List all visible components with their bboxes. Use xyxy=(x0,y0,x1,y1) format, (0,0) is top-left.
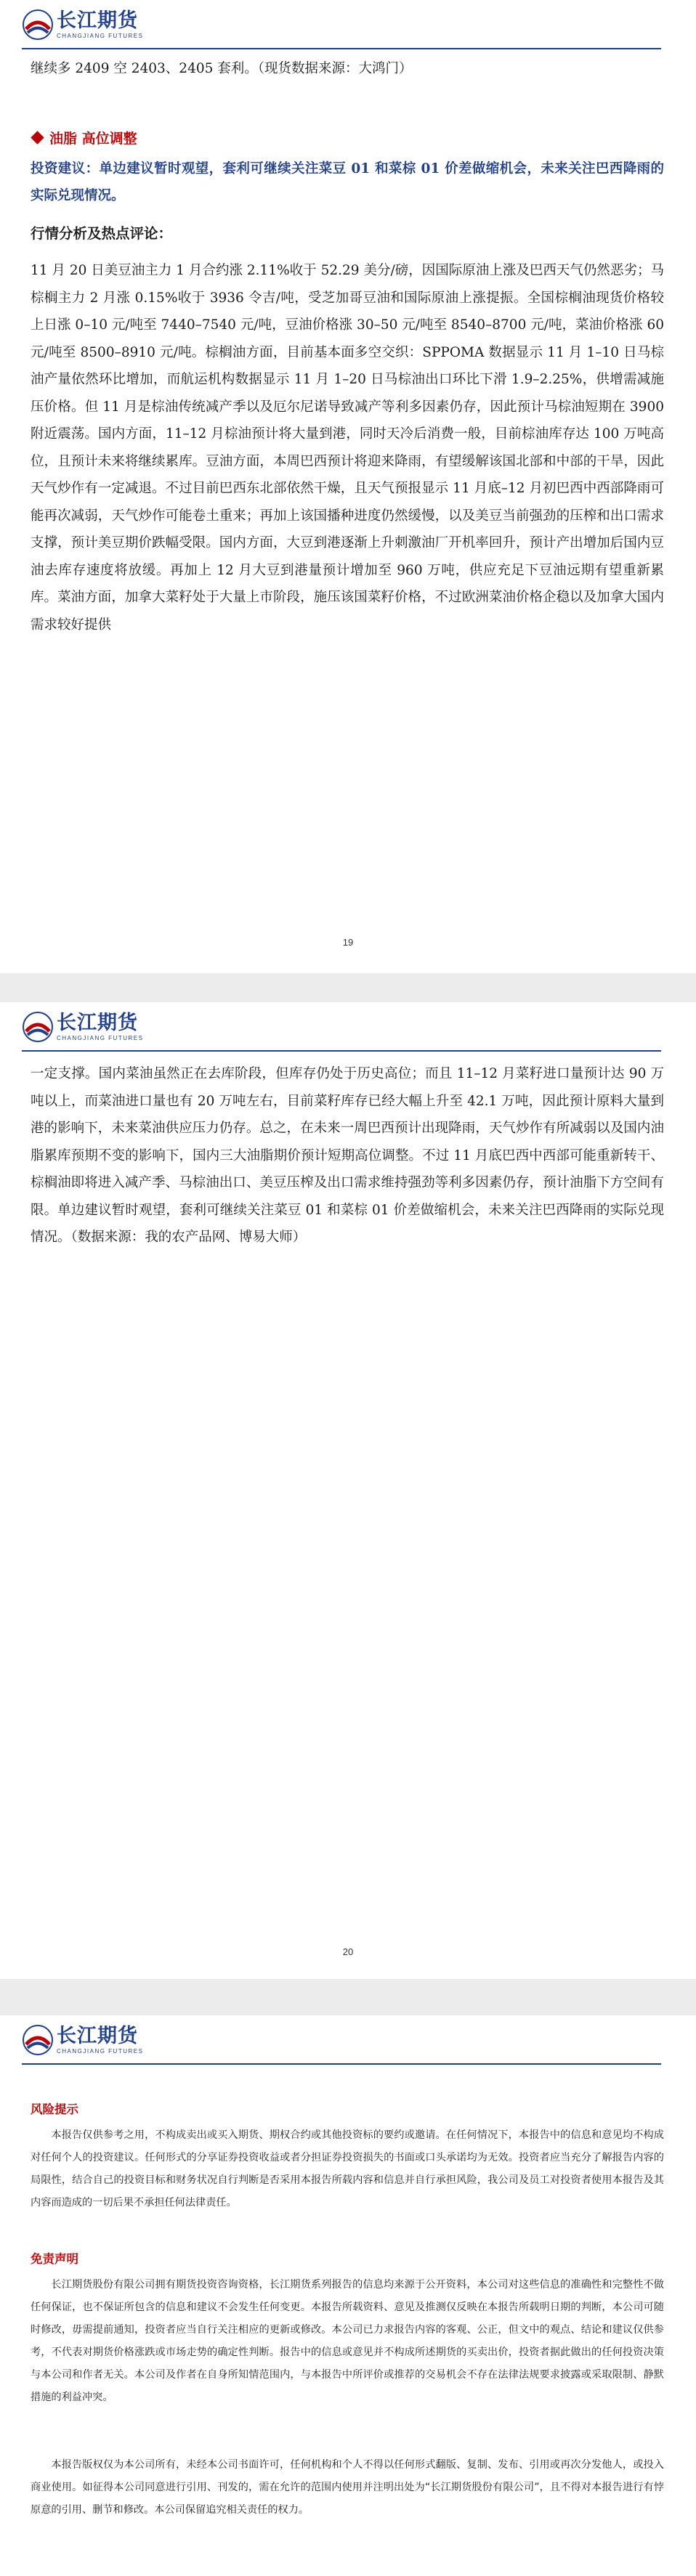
section-title: 油脂 高位调整 xyxy=(49,131,137,147)
company-logo xyxy=(22,2024,143,2056)
logo-name-en: CHANGJIANG FUTURES xyxy=(57,2048,144,2055)
report-page-19 xyxy=(0,0,696,973)
company-logo xyxy=(22,1011,143,1043)
logo-name-cn: 长江期货 xyxy=(57,9,138,32)
logo-emblem-icon xyxy=(22,2024,54,2056)
analysis-heading: 行情分析及热点评论： xyxy=(31,225,173,242)
logo-name-en: CHANGJIANG FUTURES xyxy=(57,1035,144,1041)
disclaimer-page xyxy=(0,2015,696,2576)
logo-name-cn: 长江期货 xyxy=(57,1012,138,1034)
disclaimer-paragraph-1: 长江期货股份有限公司拥有期货投资咨询资格，长江期货系列报告的信息均来源于公开资料，本公司对这些信息的准确性和完整性不做任何保证，也不保证所包含的信息和建议不会发生任何变更。本报告所载资料、意见及推测仅反映在本报告所载明日期的判断，本公司可随时修改，毋需提前通知，投资者应当自行关注相应的更新或修改。本公司已力求报告内容的客观、公正，但文中的观点、结论和建议仅供参考，不代表对期货价格涨跌或市场走势的确定性判断。报告中的信息或意见并不构成所述期货的买卖出价，投资者据此做出的任何投资决策与本公司和作者无关。本公司及作者在自身所知情范围内，与本报告中所评价或推荐的交易机会不存在法律法规要求披露或采取限制、静默措施的利益冲突。 xyxy=(31,2279,664,2403)
page-number: 20 xyxy=(342,1946,354,1957)
analysis-body-continued: 一定支撑。国内菜油虽然正在去库阶段，但库存仍处于历史高位；而且 11–12 月菜籽进口量预计达 90 万吨以上，而菜油进口量也有 20 万吨左右，目前菜籽库存已经大幅上升至 42.1 万吨，因此预计原料大量到港的影响下，未来菜油供应压力仍存。总之，在未来一周巴西预计出现降雨，天气炒作有所减弱以及国内油脂累库预期不变的影响下，国内三大油脂期价预计短期高位调整。不过 11 月底巴西中西部可能重新转干、棕榈油即将进入减产季、马棕油出口、美豆压榨及出口需求维持强劲等利多因素仍存，预计油脂下方空间有限。单边建议暂时观望，套利可继续关注菜豆 01 和菜棕 01 价差做缩机会，未来关注巴西降雨的实际兑现情况。（数据来源：我的农产品网、博易大师） xyxy=(31,1066,664,1245)
header-bar xyxy=(22,1011,661,1052)
logo-name-en: CHANGJIANG FUTURES xyxy=(57,33,144,39)
disclaimer-paragraph-2: 本报告版权仅为本公司所有，未经本公司书面许可，任何机构和个人不得以任何形式翻版、复制、发布、引用或再次分发他人，或投入商业使用。如征得本公司同意进行引用、刊发的，需在允许的范围内使用并注明出处为“长江期货股份有限公司”，且不得对本报告进行有悖原意的引用、删节和修改。本公司保留追究相关责任的权力。 xyxy=(31,2459,664,2516)
header-bar xyxy=(22,2024,661,2065)
report-page-20 xyxy=(0,1002,696,1979)
company-logo xyxy=(22,9,143,41)
investment-advice: 投资建议：单边建议暂时观望，套利可继续关注菜豆 01 和菜棕 01 价差做缩机会，未来关注巴西降雨的实际兑现情况。 xyxy=(31,161,664,203)
logo-name-cn: 长江期货 xyxy=(57,2025,138,2047)
section-heading-oils xyxy=(31,128,137,147)
header-bar xyxy=(22,9,661,49)
continued-text-line: 继续多 2409 空 2403、2405 套利。（现货数据来源：大鸿门） xyxy=(31,61,413,76)
disclaimer-heading: 免责声明 xyxy=(31,2252,78,2266)
page-number: 19 xyxy=(342,937,354,948)
analysis-body: 11 月 20 日美豆油主力 1 月合约涨 2.11%收于 52.29 美分/磅，因国际原油上涨及巴西天气仍然恶劣；马棕榈主力 2 月涨 0.15%收于 3936 令吉/吨，受芝加哥豆油和国际原油上涨提振。全国棕榈油现货价格较上日涨 0–10 元/吨至 7440–7540 元/吨，豆油价格涨 30–50 元/吨至 8540–8700 元/吨，菜油价格涨 60 元/吨至 8500–8910 元/吨。棕榈油方面，目前基本面多空交织：SPPOMA 数据显示 11 月 1–10 日马棕油产量依然环比增加，而航运机构数据显示 11 月 1–20 日马棕油出口环比下滑 1.9–2.25%，供增需减施压价格。但 11 月是棕油传统减产季以及厄尔尼诺导致减产等利多因素仍存，因此预计马棕油短期在 3900 附近震荡。国内方面，11–12 月棕油预计将大量到港，同时天冷后消费一般，目前棕油库存达 100 万吨高位，且预计未来将继续累库。豆油方面，本周巴西预计将迎来降雨，有望缓解该国北部和中部的干旱，因此天气炒作有一定减退。不过目前巴西东北部依然干燥，且天气预报显示 11 月底–12 月初巴西中西部降雨可能再次减弱，天气炒作可能卷土重来；再加上该国播种进度仍然缓慢，以及美豆当前强劲的压榨和出口需求支撑，预计美豆期价跌幅受限。国内方面，大豆到港逐渐上升刺激油厂开机率回升，预计产出增加后国内豆油去库存速度将放缓。再加上 12 月大豆到港量预计增加至 960 万吨，供应充足下豆油远期有望重新累库。菜油方面，加拿大菜籽处于大量上市阶段，施压该国菜籽价格，不过欧洲菜油价格企稳以及加拿大国内需求较好提供 xyxy=(31,263,664,633)
logo-emblem-icon xyxy=(22,1011,54,1043)
diamond-bullet-icon xyxy=(31,131,44,144)
logo-emblem-icon xyxy=(22,9,54,41)
risk-warning-body: 本报告仅供参考之用，不构成卖出或买入期货、期权合约或其他投资标的要约或邀请。在任何情况下，本报告中的信息和意见均不构成对任何个人的投资建议。任何形式的分享证券投资收益或者分担证券投资损失的书面或口头承诺均为无效。投资者应当充分了解报告内容的局限性，结合自己的投资目标和财务状况自行判断是否采用本报告所载内容和信息并自行承担风险，我公司及员工对投资者使用本报告及其内容而造成的一切后果不承担任何法律责任。 xyxy=(31,2129,664,2209)
risk-warning-heading: 风险提示 xyxy=(31,2102,78,2116)
